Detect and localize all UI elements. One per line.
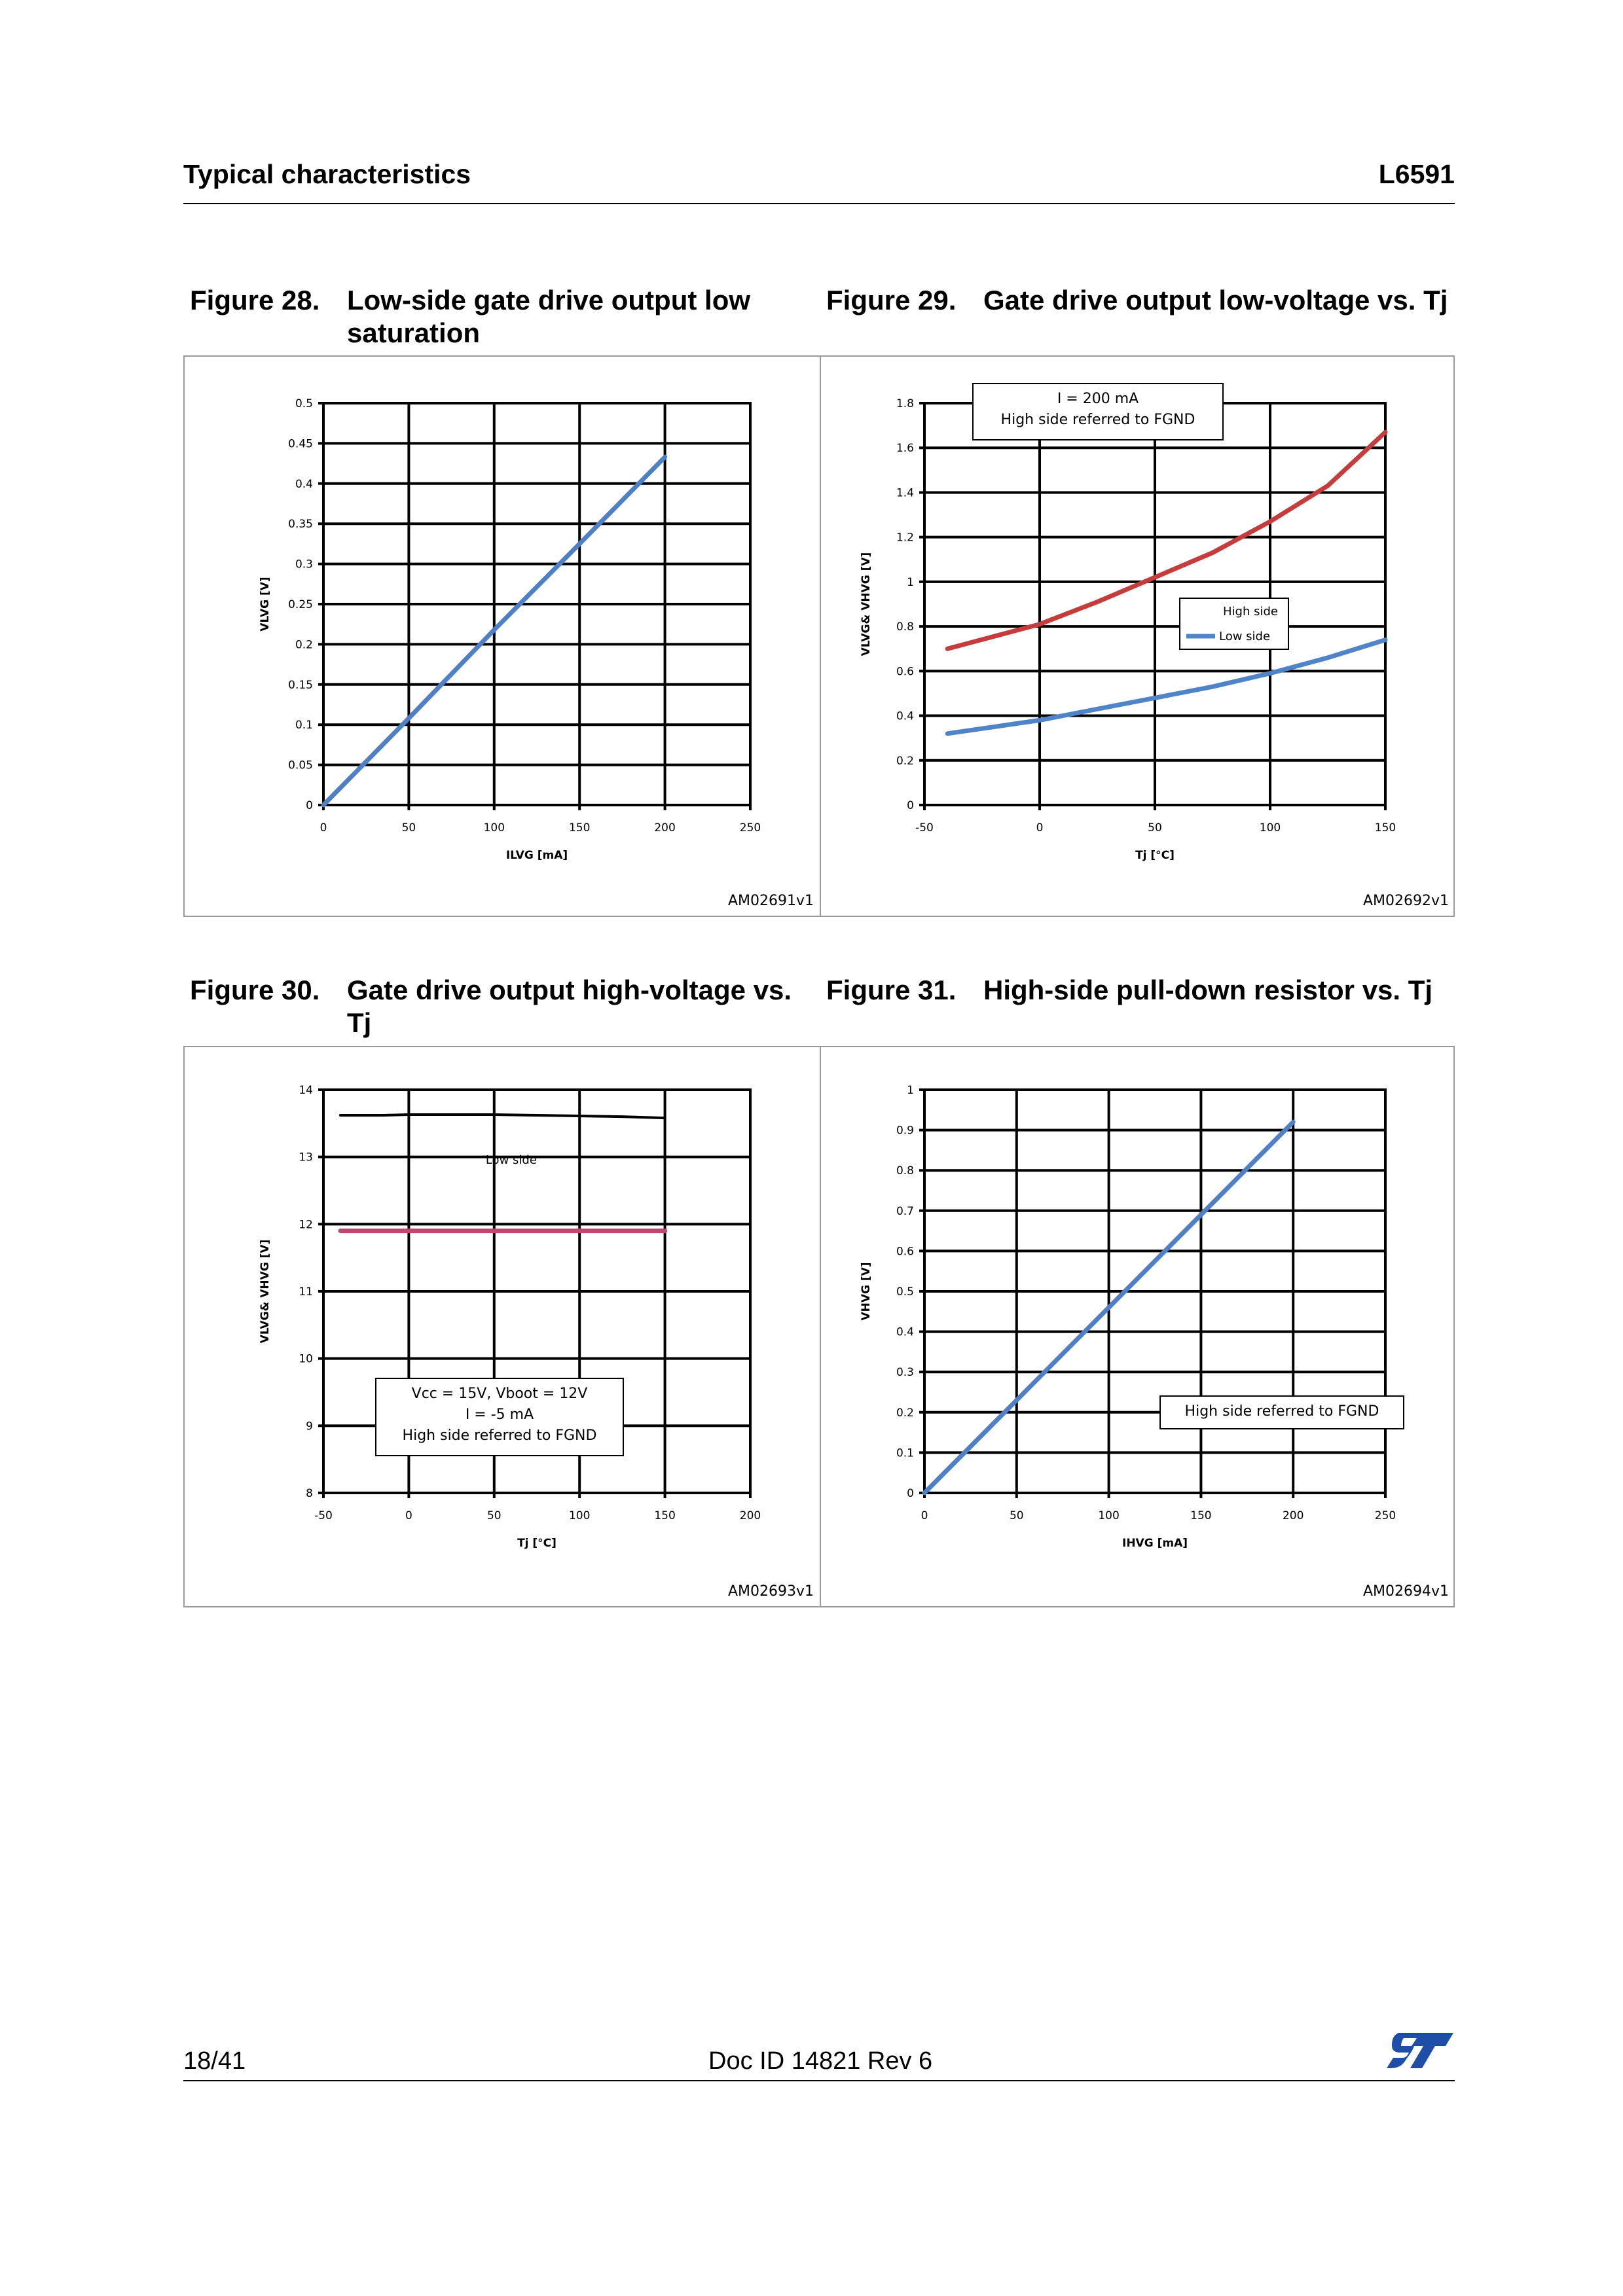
data-point [664,1117,666,1119]
x-tick-label: 250 [739,821,761,834]
x-axis-label: ILVG [mA] [505,849,568,862]
data-point [536,1114,538,1117]
x-tick-label: 50 [1009,1509,1024,1522]
data-point [339,1114,342,1117]
annotation-text: I = -5 mA [465,1407,534,1423]
data-point [621,1115,623,1118]
figure-31-plot [822,1049,1452,1605]
figure-30-ref: AM02693v1 [728,1583,814,1600]
y-axis-label: VLVG& VHVG [V] [259,1239,272,1344]
x-tick-label: 0 [1036,821,1044,834]
y-tick-label: 0.25 [288,598,313,611]
x-tick-label: 100 [1259,821,1281,834]
data-point [946,647,949,650]
data-point [493,628,496,631]
y-tick-label: 12 [299,1218,313,1232]
data-point [1038,623,1041,626]
figure-29-title: Gate drive output low-voltage vs. Tj [983,285,1448,315]
annotation-text: High side referred to FGND [402,1427,597,1444]
figure-31-ref: AM02694v1 [1363,1583,1450,1600]
annotation-text: High side referred to FGND [1184,1403,1379,1420]
y-tick-label: 0.2 [896,1406,914,1420]
y-tick-label: 11 [299,1285,313,1299]
page-number: 18/41 [183,2047,246,2075]
data-point [339,1230,342,1232]
figure-divider-top [820,355,821,917]
data-point [578,543,581,545]
data-point [407,717,410,719]
y-tick-label: 9 [306,1420,313,1433]
y-tick-label: 1.4 [896,486,914,500]
x-tick-label: 150 [1374,821,1396,834]
y-tick-label: 13 [299,1151,313,1164]
data-point [1326,484,1329,487]
x-tick-label: -50 [915,821,934,834]
x-tick-label: 200 [1282,1509,1304,1522]
y-tick-label: 0 [306,799,313,812]
data-point [946,732,949,735]
data-point [1096,601,1099,603]
data-point [382,1114,384,1117]
series-line-1 [340,1115,665,1118]
data-point [493,1230,496,1232]
series-label: Low side [485,1153,537,1167]
figure-31-number: Figure 31. [826,975,957,1005]
data-point [407,1113,410,1116]
data-point [493,1113,496,1116]
figure-28-title: Low-side gate drive output low saturation [347,285,751,348]
data-point [578,1230,581,1232]
x-tick-label: 50 [401,821,416,834]
data-point [1292,1121,1294,1123]
figure-30-plot [186,1049,818,1605]
x-tick-label: 200 [739,1509,761,1522]
y-tick-label: 1.8 [896,397,914,410]
data-point [407,1230,410,1232]
series-line-2 [947,640,1385,734]
figure-29-plot [822,359,1452,915]
y-tick-label: 1 [907,575,914,589]
data-point [1096,708,1099,710]
data-point [1211,685,1214,688]
footer-rule [183,2080,1455,2081]
figure-30-number: Figure 30. [190,975,320,1005]
x-tick-label: 250 [1374,1509,1396,1522]
figure-31-chart [822,1049,1452,1605]
data-point [923,1492,926,1494]
y-tick-label: 0.9 [896,1124,914,1138]
x-tick-label: 150 [1190,1509,1212,1522]
y-tick-label: 0.8 [896,620,914,634]
data-point [1015,1399,1018,1401]
y-axis-label: VHVG [V] [860,1262,873,1321]
x-tick-label: 50 [1148,821,1162,834]
y-tick-label: 0.5 [896,1285,914,1299]
figure-30-title: Gate drive output high-voltage vs. Tj [347,975,792,1038]
y-tick-label: 14 [299,1084,313,1097]
figure-28-plot [186,359,818,915]
section-title: Typical characteristics [183,159,471,189]
data-point [1269,672,1271,675]
st-logo-icon [1387,2030,1455,2070]
x-axis-label: Tj [°C] [1135,849,1175,862]
figure-divider-bottom [820,1046,821,1607]
data-point [1199,1213,1202,1216]
data-point [322,804,325,806]
y-tick-label: 0.1 [896,1446,914,1460]
data-point [1038,719,1041,721]
part-number: L6591 [1378,159,1455,189]
data-point [1211,552,1214,554]
y-tick-label: 0.3 [295,558,313,571]
x-tick-label: 100 [1098,1509,1120,1522]
x-axis-label: Tj [°C] [517,1537,556,1550]
figure-29-ref: AM02692v1 [1363,893,1450,909]
data-point [664,1230,666,1232]
figure-29-chart [822,359,1452,915]
data-point [450,1113,453,1116]
annotation-text: Vcc = 15V, Vboot = 12V [411,1386,588,1402]
x-tick-label: 200 [654,821,676,834]
data-point [1154,696,1156,699]
doc-id: Doc ID 14821 Rev 6 [708,2047,933,2075]
legend-entry: Low side [1219,630,1271,643]
y-tick-label: 0.4 [896,1325,914,1339]
figure-28-chart [186,359,818,915]
legend-entry: High side [1223,605,1278,619]
header-rule [183,203,1455,204]
y-tick-label: 0.8 [896,1164,914,1178]
annotation-text: I = 200 mA [1057,391,1139,407]
y-tick-label: 0 [907,1487,914,1500]
x-tick-label: -50 [314,1509,333,1522]
data-point [664,456,666,458]
y-tick-label: 1 [907,1084,914,1097]
data-point [578,1115,581,1117]
data-point [1269,520,1271,523]
y-tick-label: 10 [299,1352,313,1366]
x-tick-label: 150 [568,821,591,834]
y-tick-label: 0.05 [288,759,313,772]
y-tick-label: 0.6 [896,665,914,679]
x-tick-label: 100 [568,1509,591,1522]
annotation-text: High side referred to FGND [1000,412,1195,428]
y-tick-label: 0.2 [896,754,914,768]
data-point [1326,656,1329,659]
figure-30-chart [186,1049,818,1605]
series-line-1 [947,432,1385,649]
x-tick-label: 50 [486,1509,501,1522]
x-tick-label: 150 [654,1509,676,1522]
y-tick-label: 0.2 [295,638,313,652]
y-tick-label: 0.45 [288,437,313,451]
y-tick-label: 0.5 [295,397,313,410]
y-tick-label: 0.3 [896,1366,914,1380]
y-tick-label: 0.15 [288,678,313,692]
figure-29-number: Figure 29. [826,285,957,315]
data-point [1108,1306,1110,1309]
y-tick-label: 0.4 [896,709,914,723]
y-tick-label: 0.1 [295,719,313,732]
y-axis-label: VLVG& VHVG [V] [860,552,873,656]
y-tick-label: 0.4 [295,477,313,491]
data-point [1154,576,1156,579]
y-tick-label: 1.6 [896,442,914,456]
data-point [1384,431,1387,433]
y-tick-label: 1.2 [896,531,914,545]
y-tick-label: 0 [907,799,914,812]
y-tick-label: 8 [306,1487,313,1500]
x-tick-label: 0 [319,821,327,834]
x-axis-label: IHVG [mA] [1122,1537,1188,1550]
data-point [1384,639,1387,641]
y-tick-label: 0.6 [896,1245,914,1259]
y-axis-label: VLVG [V] [259,577,272,632]
x-tick-label: 0 [921,1509,928,1522]
y-tick-label: 0.35 [288,518,313,531]
figure-28-number: Figure 28. [190,285,320,315]
x-tick-label: 0 [405,1509,412,1522]
figure-28-ref: AM02691v1 [728,893,814,909]
y-tick-label: 0.7 [896,1204,914,1218]
x-tick-label: 100 [483,821,505,834]
figure-31-title: High-side pull-down resistor vs. Tj [983,975,1433,1005]
